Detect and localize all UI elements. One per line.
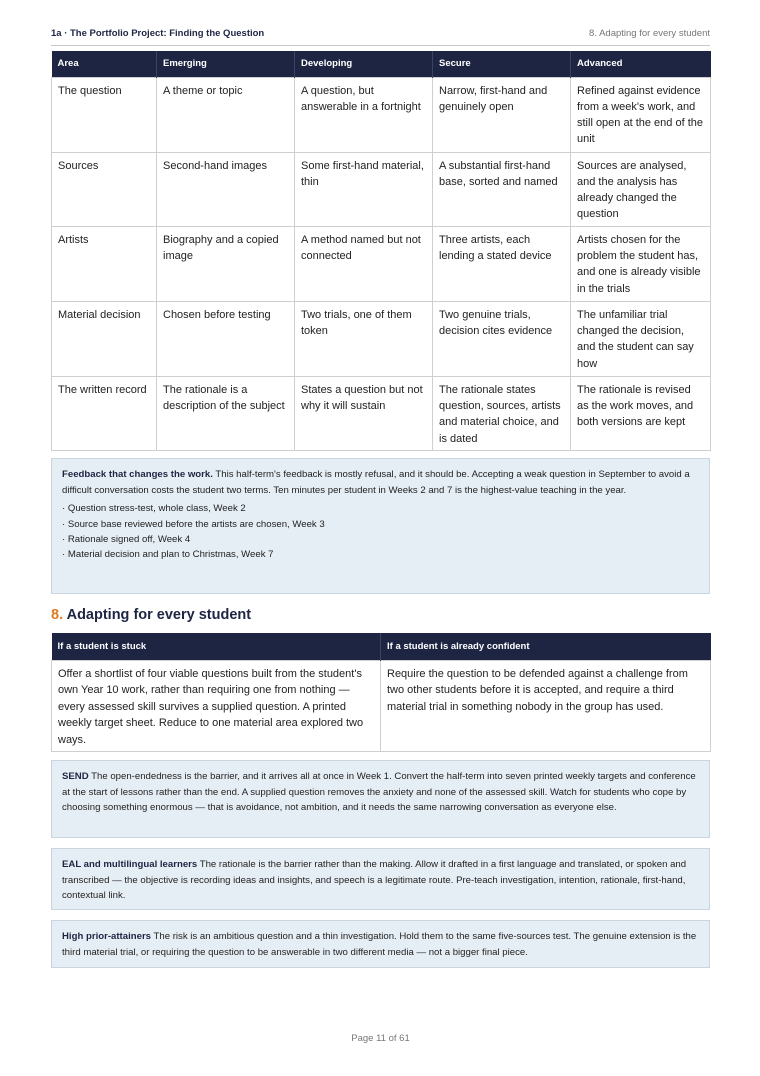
high-attainers-lead: High prior-attainers [62,931,152,942]
feedback-checkpoint-list [62,501,699,563]
feedback-lead: Feedback that changes the work. [62,469,213,480]
table-cell: A theme or topic [157,77,295,152]
feedback-callout [51,458,710,594]
header-divider [51,45,710,46]
table-cell: A method named but not connected [295,226,433,301]
adapt-stuck-cell: Offer a shortlist of four viable questions built from the student's own Year 10 work, rather than requiring one from nothing — every assessed skill survives a supplied question. A printed weekly target sheet. Reduce to one material area explored two ways. [52,660,381,752]
table-cell: Three artists, each lending a stated device [433,226,571,301]
table-cell: Refined against evidence from a week's work, and still open at the end of the unit [571,77,711,152]
table-cell: Narrow, first-hand and genuinely open [433,77,571,152]
adapt-confident-cell: Require the question to be defended against a challenge from two other students before it is accepted, and require a third material trial in something nobody in the group has used. [381,660,711,752]
page-number: Page 11 of 61 [351,1033,410,1044]
rubric-header-emerging: Emerging [157,51,295,77]
send-callout [51,760,710,838]
send-body: The open-endedness is the barrier, and it arrives all at once in Week 1. Convert the half-term into seven printed weekly targets and conference at the start of lessons rather than the end. A supplied question removes the anxiety and none of the assessed skill. Watch for students who cope by choosing something enormous — that is avoidance, not ambition, and it needs the same narrowing conversation as everyone else. [62,771,696,814]
table-cell: Material decision [52,301,157,376]
adapt-header-row [52,633,711,660]
table-cell: A substantial first-hand base, sorted and named [433,152,571,226]
table-cell: Artists chosen for the problem the student has, and one is already visible in the trials [571,226,711,301]
table-row [52,226,711,301]
running-header [51,28,710,39]
rubric-header-secure: Secure [433,51,571,77]
table-cell: The written record [52,376,157,450]
header-section-title: 8. Adapting for every student [589,28,710,39]
rubric-header-developing: Developing [295,51,433,77]
table-row [52,660,711,752]
eal-callout [51,848,710,910]
table-cell: Biography and a copied image [157,226,295,301]
adapt-header-confident: If a student is already confident [381,633,711,660]
section-title: Adapting for every student [66,607,252,623]
send-lead: SEND [62,771,89,782]
table-cell: Second-hand images [157,152,295,226]
table-row [52,152,711,226]
header-unit-title: 1a · The Portfolio Project: Finding the Question [51,28,265,39]
table-cell: Sources are analysed, and the analysis has already changed the question [571,152,711,226]
rubric-header-row [52,51,711,77]
table-cell: A question, but answerable in a fortnight [295,77,433,152]
list-item: · Source base reviewed before the artists are chosen, Week 3 [62,518,325,530]
list-item: · Material decision and plan to Christmas, Week 7 [62,549,274,561]
high-attainers-callout [51,920,710,968]
table-cell: Artists [52,226,157,301]
table-cell: The unfamiliar trial changed the decision, and the student can say how [571,301,711,376]
table-cell: Two genuine trials, decision cites evidence [433,301,571,376]
feedback-body: This half-term's feedback is mostly refusal, and it should be. Accepting a weak question in September to avoid a difficult conversation costs the student two terms. Ten minutes per student in Weeks 2 and 7 is the highest-value teaching in the year. [62,469,690,496]
list-item: · Rationale signed off, Week 4 [62,534,191,545]
high-attainers-body: The risk is an ambitious question and a thin investigation. Hold them to the same five-sources test. The genuine extension is the third material trial, or requiring the question to be answerable in two different media — not a bigger final piece. [62,931,697,958]
table-cell: The rationale is revised as the work moves, and both versions are kept [571,376,711,450]
rubric-header-advanced: Advanced [571,51,711,77]
list-item: · Question stress-test, whole class, Week 2 [62,503,246,515]
adaptation-table [51,633,711,752]
adapt-header-stuck: If a student is stuck [52,633,381,660]
table-cell: Chosen before testing [157,301,295,376]
assessment-rubric-table [51,51,711,451]
table-cell: Two trials, one of them token [295,301,433,376]
table-cell: Sources [52,152,157,226]
send-paragraph [62,769,699,816]
table-cell: States a question but not why it will sustain [295,376,433,450]
section-number: 8. [51,607,64,623]
eal-paragraph [62,857,699,904]
section-heading [51,607,251,623]
table-cell: The question [52,77,157,152]
table-cell: The rationale states question, sources, artists and material choice, and is dated [433,376,571,450]
high-attainers-paragraph [62,929,699,960]
eal-lead: EAL and multilingual learners [62,859,198,870]
table-row [52,376,711,450]
feedback-paragraph [62,467,699,498]
eal-body: The rationale is the barrier rather than the making. Allow it drafted in a first language and translated, or spoken and transcribed — the objective is recording ideas and insights, and speech is a legitimate route. Pre-teach investigation, intention, rationale, first-hand, contextual link. [62,859,687,902]
table-row [52,301,711,376]
table-cell: The rationale is a description of the subject [157,376,295,450]
table-cell: Some first-hand material, thin [295,152,433,226]
table-row [52,77,711,152]
rubric-header-area: Area [52,51,157,77]
